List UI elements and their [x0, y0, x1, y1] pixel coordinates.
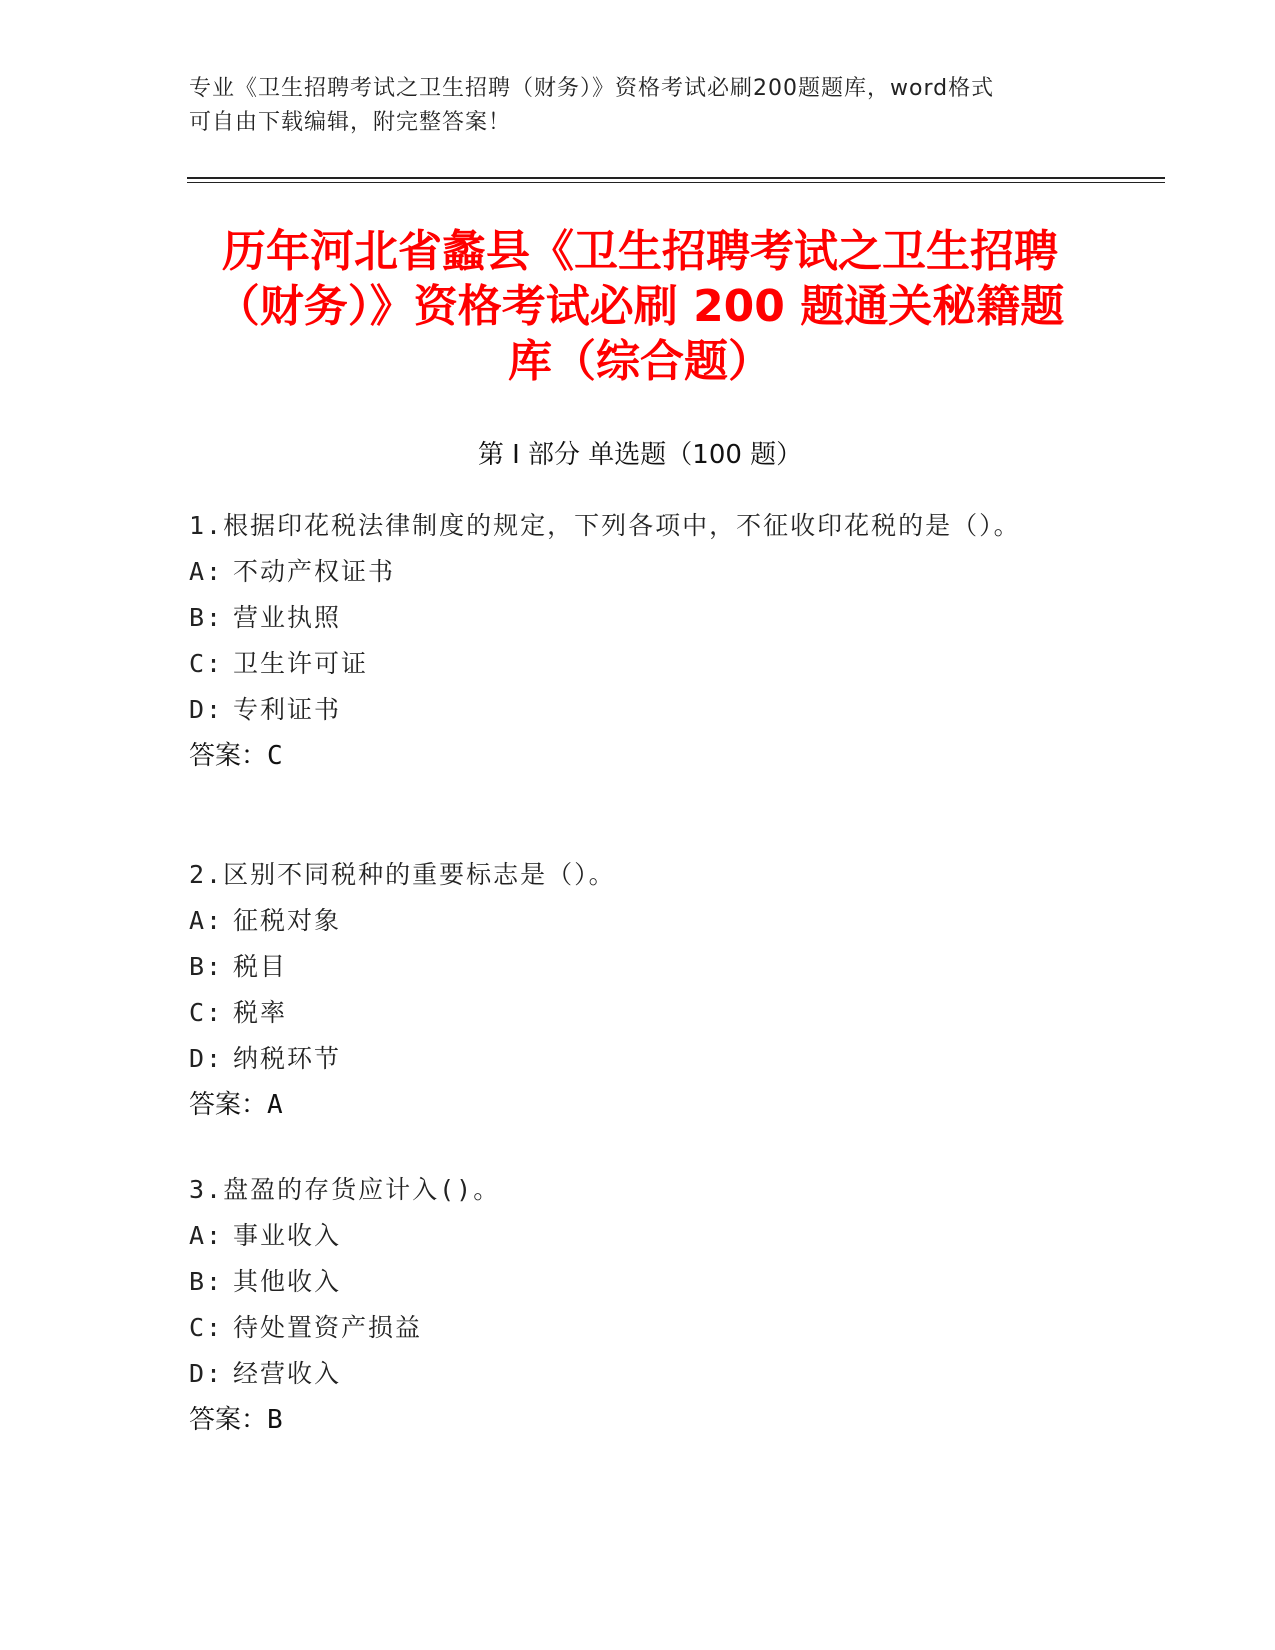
question-2: [189, 852, 1089, 1128]
header-divider: [187, 177, 1165, 179]
option-text: 不动产权证书: [233, 557, 396, 586]
option-b: [189, 944, 1089, 990]
title-line: （财务）》资格考试必刷 200 题通关秘籍题: [215, 281, 1065, 332]
option-key: A:: [189, 906, 224, 935]
option-d: [189, 687, 1089, 733]
option-b: [189, 1259, 1089, 1305]
option-text: 待处置资产损益: [233, 1313, 423, 1342]
title-line: 历年河北省蠡县《卫生招聘考试之卫生招聘: [222, 226, 1058, 277]
option-text: 营业执照: [233, 603, 342, 632]
option-a: [189, 549, 1089, 595]
option-text: 卫生许可证: [233, 649, 369, 678]
option-text: 税目: [233, 952, 288, 981]
header-divider-thin: [187, 182, 1165, 183]
option-b: [189, 595, 1089, 641]
option-c: [189, 990, 1089, 1036]
option-key: B:: [189, 1267, 224, 1296]
option-a: [189, 898, 1089, 944]
answer-value: B: [267, 1405, 283, 1435]
option-key: D:: [189, 1359, 224, 1388]
header-note: [189, 72, 1089, 140]
answer-label: 答案：: [189, 1090, 268, 1120]
header-note-line: 可自由下载编辑，附完整答案！: [189, 110, 512, 135]
answer-label: 答案：: [189, 1405, 268, 1435]
option-key: A:: [189, 1221, 224, 1250]
question-stem: 3.盘盈的存货应计入()。: [189, 1175, 501, 1204]
option-text: 税率: [233, 998, 288, 1027]
question-stem: 2.区别不同税种的重要标志是（）。: [189, 860, 616, 889]
option-key: C:: [189, 998, 224, 1027]
option-key: B:: [189, 952, 224, 981]
option-text: 其他收入: [233, 1267, 342, 1296]
option-a: [189, 1213, 1089, 1259]
header-note-line: 专业《卫生招聘考试之卫生招聘（财务）》资格考试必刷200题题库，word格式: [189, 76, 995, 101]
answer-value: A: [267, 1090, 283, 1120]
option-key: D:: [189, 1044, 224, 1073]
document-title: [150, 224, 1130, 389]
option-c: [189, 1305, 1089, 1351]
option-text: 纳税环节: [233, 1044, 342, 1073]
answer-label: 答案：: [189, 741, 268, 771]
question-stem: 1.根据印花税法律制度的规定，下列各项中，不征收印花税的是（）。: [189, 511, 1021, 540]
option-text: 征税对象: [233, 906, 342, 935]
title-line: 库（综合题）: [508, 336, 772, 387]
answer-value: C: [267, 741, 283, 771]
answer-line: [189, 1082, 1089, 1128]
option-d: [189, 1351, 1089, 1397]
option-text: 经营收入: [233, 1359, 342, 1388]
question-1: [189, 503, 1089, 779]
option-key: C:: [189, 1313, 224, 1342]
option-key: D:: [189, 695, 224, 724]
option-c: [189, 641, 1089, 687]
answer-line: [189, 733, 1089, 779]
section-heading: 第 I 部分 单选题（100 题）: [477, 440, 803, 470]
option-d: [189, 1036, 1089, 1082]
question-3: [189, 1167, 1089, 1443]
option-key: A:: [189, 557, 224, 586]
option-text: 专利证书: [233, 695, 342, 724]
option-key: C:: [189, 649, 224, 678]
answer-line: [189, 1397, 1089, 1443]
option-key: B:: [189, 603, 224, 632]
option-text: 事业收入: [233, 1221, 342, 1250]
